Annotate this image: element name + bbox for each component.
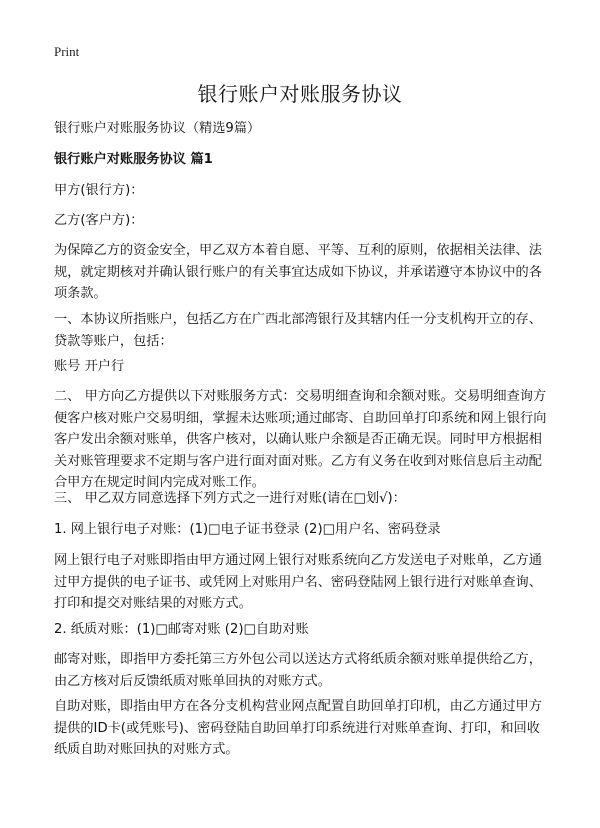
document-subtitle: 银行账户对账服务协议（精选9篇） — [54, 121, 261, 136]
paragraph-party-b: 乙方(客户方)： — [54, 213, 144, 228]
paragraph-party-a: 甲方(银行方)： — [54, 183, 144, 198]
section-heading: 银行账户对账服务协议 篇1 — [54, 152, 213, 167]
document-title: 银行账户对账服务协议 — [197, 82, 403, 106]
paragraph-clause-1: 一、本协议所指账户，包括乙方在广西北部湾银行及其辖内任一分支机构开立的存、贷款等账户，包括： — [54, 312, 542, 349]
paragraph-clause-2: 二、 甲方向乙方提供以下对账服务方式：交易明细查询和余额对账。交易明细查询方便客户核对账户交易明细，掌握未达账项;通过邮寄、自助回单打印系统和网上银行向客户发出余额对账单，供客户核对，以确认账户余额是否正确无误。同时甲方根据相关对账管理要求不定期与客户进行面对面对账。乙方有义务在收到对账信息后主动配合甲方在规定时间内完成对账工作。 — [54, 389, 547, 490]
paragraph-self-service-description: 自助对账，即指由甲方在各分支机构营业网点配置自助回单打印机，由乙方通过甲方提供的ID卡(或凭账号)、密码登陆自助回单打印系统进行对账单查询、打印，和回收纸质自助对账回执的对账方式。 — [54, 699, 542, 757]
paragraph-preamble: 为保障乙方的资金安全，甲乙双方本着自愿、平等、互利的原则，依据相关法律、法规，就定期核对并确认银行账户的有关事宜达成如下协议，并承诺遵守本协议中的各项条款。 — [54, 243, 542, 301]
print-link[interactable]: Print — [54, 44, 80, 59]
paragraph-mail-description: 邮寄对账，即指甲方委托第三方外包公司以送达方式将纸质余额对账单提供给乙方，由乙方核对后反馈纸质对账单回执的对账方式。 — [54, 652, 542, 689]
paragraph-paper-option: 2. 纸质对账：(1)□邮寄对账 (2)□自助对账 — [54, 622, 309, 637]
paragraph-clause-3: 三、 甲乙双方同意选择下列方式之一进行对账(请在□划√)： — [54, 491, 406, 506]
paragraph-online-description: 网上银行电子对账即指由甲方通过网上银行对账系统向乙方发送电子对账单，乙方通过甲方提供的电子证书、或凭网上对账用户名、密码登陆网上银行进行对账单查询、打印和提交对账结果的对账方式。 — [54, 553, 542, 611]
paragraph-account-header: 账号 开户行 — [54, 359, 125, 374]
paragraph-online-option: 1. 网上银行电子对账：(1)□电子证书登录 (2)□用户名、密码登录 — [54, 522, 441, 537]
